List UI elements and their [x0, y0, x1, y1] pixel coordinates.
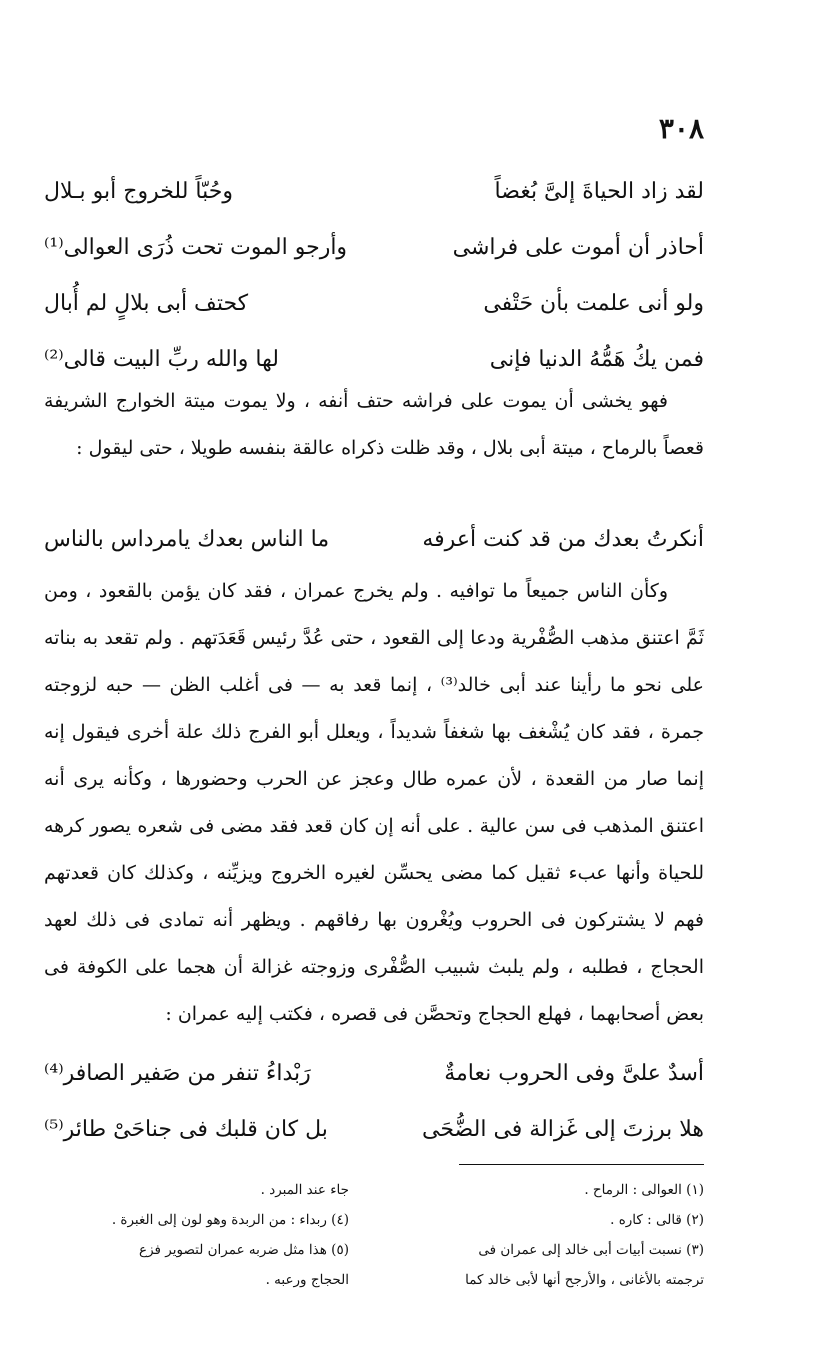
hemistich-second: رَبْداءُ تنفر من صَفير الصافر⁽⁴⁾ — [44, 1061, 311, 1086]
footnote: جاء عند المبرد . — [260, 1182, 349, 1198]
hemistich-second: بل كان قلبك فى جناحَىْ طائر⁽⁵⁾ — [44, 1117, 328, 1142]
footnote-divider — [459, 1164, 704, 1165]
poem-block-1 — [44, 164, 704, 388]
hemistich-first: أسدٌ علىَّ وفى الحروب نعامةٌ — [444, 1061, 704, 1086]
hemistich-first: أنكرتُ بعدك من قد كنت أعرفه — [422, 527, 704, 552]
hemistich-first: هلا برزتَ إلى غَزالة فى الضُّحَى — [422, 1117, 704, 1142]
hemistich-second: لها والله ربِّ البيت قالى⁽²⁾ — [44, 347, 279, 372]
hemistich-second: كحتف أبى بلالٍ لم أُبال — [44, 291, 249, 316]
hemistich-first: لقد زاد الحياةَ إلىَّ بُغضاً — [494, 179, 704, 204]
page-number: ٣٠٨ — [658, 112, 704, 145]
poem-block-3 — [44, 1046, 704, 1158]
footnote: (٣) نسبت أبيات أبى خالد إلى عمران فى — [478, 1242, 704, 1258]
footnote: الحجاج ورعبه . — [265, 1272, 349, 1288]
footnote: (٤) ربداء : من الربدة وهو لون إلى الغبرة . — [111, 1212, 349, 1228]
hemistich-second: وحُبّاً للخروج أبو بـلال — [44, 179, 233, 204]
verse-line — [44, 164, 704, 220]
hemistich-first: ولو أنى علمت بأن حَتْفى — [483, 291, 704, 316]
prose-block-2 — [44, 568, 704, 1038]
footnote: (١) العوالى : الرماح . — [584, 1182, 704, 1198]
prose-block-1 — [44, 378, 704, 472]
hemistich-second: وأرجو الموت تحت ذُرَى العوالى⁽¹⁾ — [44, 235, 348, 260]
verse-line — [44, 220, 704, 276]
paragraph: وكأن الناس جميعاً ما توافيه . ولم يخرج عمران ، فقد كان يؤمن بالقعود ، ومن ثَمَّ اعتنق مذهب الصُّفْرية ودعا إلى القعود ، حتى عُدَّ رئيس قَعَدَتهم . ولم تقعد به بناته على نحو ما رأينا عند أبى خالد⁽³⁾ ، إنما قعد به — فى أغلب الظن — حبه لزوجته جمرة ، فقد كان يُشْغف بها شغفاً شديداً ، ويعلل أبو الفرج ذلك علة أخرى فيقول إنه إنما صار من القعدة ، لأن عمره طال وعجز عن الحرب وحضورها ، وكأنه يرى أنه اعتنق المذهب فى سن عالية . على أنه إن كان قعد فقد مضى فى شعره يصور كرهه للحياة وأنها عبء ثقيل كما مضى يحسِّن لغيره الخروج ويزيِّنه ، وكذلك كان قعدتهم فهم لا يشتركون فى الحروب ويُغْرون بها رفاقهم . ويظهر أنه تمادى فى ذلك لعهد الحجاج ، فطلبه ، ولم يلبث شبيب الصُّفْرى وزوجته غزالة أن هجما على الكوفة فى بعض أصحابهما ، فهلع الحجاج وتحصَّن فى قصره ، فكتب إليه عمران : — [44, 580, 704, 1025]
poem-block-2 — [44, 512, 704, 568]
verse-line — [44, 276, 704, 332]
hemistich-first: أحاذر أن أموت على فراشى — [452, 235, 704, 260]
hemistich-second: ما الناس بعدك يامرداس بالناس — [44, 527, 330, 552]
footnote: (٢) قالى : كاره . — [610, 1212, 704, 1228]
hemistich-first: فمن يكُ هَمُّهُ الدنيا فإنى — [489, 347, 704, 372]
footnote: ترجمته بالأغانى ، والأرجح أنها لأبى خالد كما — [465, 1272, 704, 1288]
verse-line — [44, 1046, 704, 1102]
footnotes — [44, 1175, 704, 1295]
paragraph: فهو يخشى أن يموت على فراشه حتف أنفه ، ولا يموت ميتة الخوارج الشريفة قعصاً بالرماح ، ميتة أبى بلال ، وقد ظلت ذكراه عالقة بنفسه طويلا ، حتى ليقول : — [44, 390, 704, 459]
verse-line — [44, 512, 704, 568]
verse-line — [44, 1102, 704, 1158]
footnotes-left-column — [44, 1175, 349, 1295]
footnotes-right-column — [399, 1175, 704, 1295]
footnote: (٥) هذا مثل ضربه عمران لتصوير فزع — [139, 1242, 349, 1258]
